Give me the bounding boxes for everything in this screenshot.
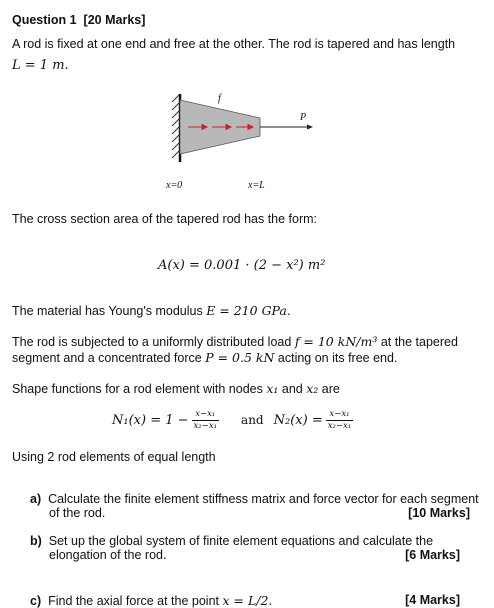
n2-lhs: N₂(x) = <box>273 412 323 428</box>
n1-numerator: x−x₁ <box>192 409 220 421</box>
n1-lhs: N₁(x) = 1 − <box>112 412 189 428</box>
cross-section-text: The cross section area of the tapered rod has the form: <box>12 212 318 226</box>
load-text-1a: The rod is subjected to a uniformly distributed load <box>12 335 292 349</box>
tapered-rod-figure <box>160 88 320 198</box>
material-line <box>12 303 291 318</box>
load-text-2c: acting on its free end. <box>277 351 398 365</box>
n2-numerator: x−x₁ <box>326 409 354 421</box>
question-marks: [20 Marks] <box>83 13 146 27</box>
question-number: Question 1 <box>12 13 77 27</box>
rod-diagram <box>160 88 320 198</box>
n2-denominator: x₂−x₁ <box>327 420 352 431</box>
question-heading <box>12 13 145 27</box>
distributed-load-value: f = 10 kN/m³ <box>294 334 378 349</box>
n1-fraction <box>192 409 220 432</box>
label-f: f <box>218 93 221 104</box>
material-text: The material has Young's modulus <box>12 304 203 318</box>
area-equation: A(x) = 0.001 · (2 − x²) m² <box>158 258 326 273</box>
part-b <box>30 534 460 563</box>
shape-function-equations <box>112 405 353 435</box>
part-b-label: b) <box>30 534 42 548</box>
shape-intro-are: are <box>321 382 340 396</box>
part-a <box>30 492 479 521</box>
part-c-text: Find the axial force at the point <box>48 594 220 608</box>
part-b-text-1: Set up the global system of finite element equations and calculate the <box>48 534 434 548</box>
shape-and: and <box>241 413 264 427</box>
part-a-marks: [10 Marks] <box>408 506 470 520</box>
load-text-2a: segment and a concentrated force <box>12 351 202 365</box>
using-text: Using 2 rod elements of equal length <box>12 450 216 464</box>
part-b-text-2: elongation of the rod. <box>49 548 167 562</box>
n2-fraction <box>326 409 354 432</box>
load-line-1 <box>12 334 458 349</box>
shape-intro-text: Shape functions for a rod element with nodes <box>12 382 263 396</box>
part-a-label: a) <box>30 492 42 506</box>
part-c-label: c) <box>30 594 42 608</box>
node-x2: x₂ <box>306 381 319 396</box>
label-x0: x=0 <box>166 180 183 191</box>
load-line-2 <box>12 350 397 365</box>
part-b-marks: [6 Marks] <box>405 548 460 562</box>
intro-text: A rod is fixed at one end and free at the other. The rod is tapered and has length <box>12 37 456 51</box>
shape-intro-and: and <box>281 382 303 396</box>
force-arrowhead <box>307 125 313 130</box>
part-a-text-2: of the rod. <box>49 506 106 520</box>
point-force-value: P = 0.5 kN <box>205 350 275 365</box>
n1-denominator: x₂−x₁ <box>193 420 218 431</box>
part-a-text-1: Calculate the finite element stiffness matrix and force vector for each segment <box>48 492 479 506</box>
shape-function-intro <box>12 381 340 396</box>
load-text-1c: at the tapered <box>380 335 458 349</box>
youngs-modulus: E = 210 GPa. <box>206 303 291 318</box>
length-equation: L = 1 m. <box>12 58 69 73</box>
label-xL: x=L <box>248 180 265 191</box>
node-x1: x₁ <box>266 381 279 396</box>
part-c-math: x = L/2. <box>222 593 273 608</box>
label-P: P <box>300 112 307 123</box>
part-c-marks: [4 Marks] <box>405 593 460 607</box>
